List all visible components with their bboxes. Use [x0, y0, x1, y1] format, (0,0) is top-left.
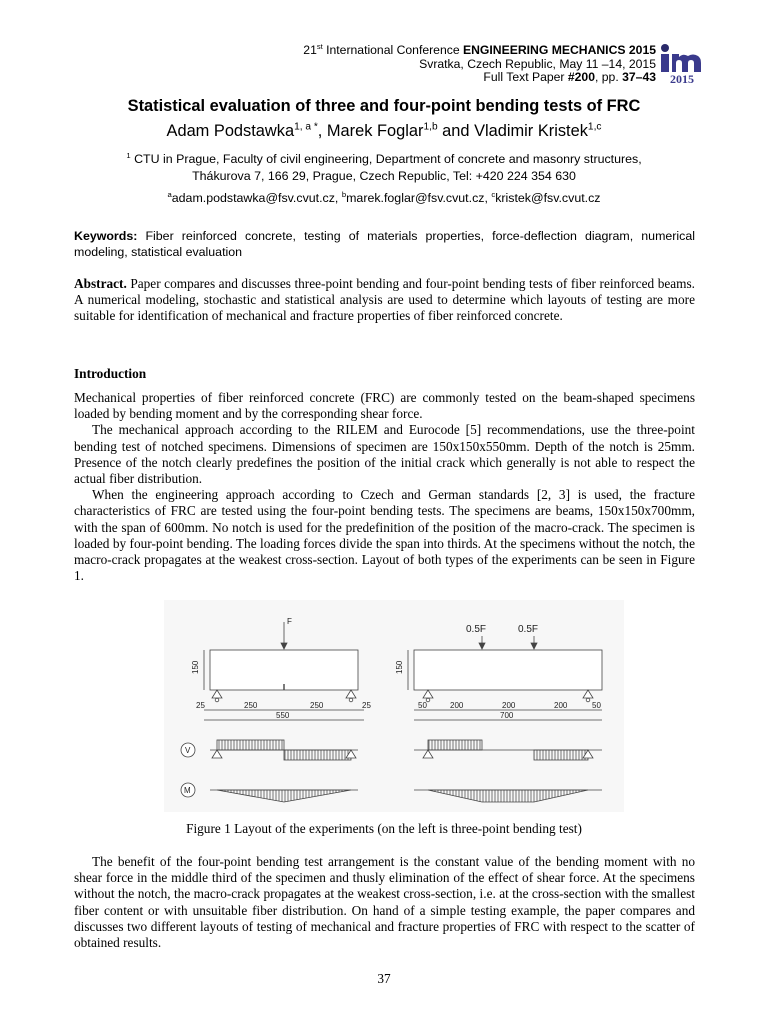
email-address: marek.foglar@fsv.cvut.cz, [346, 191, 492, 205]
body-continued [74, 854, 695, 951]
svg-text:700: 700 [500, 711, 514, 720]
v-label: V [185, 746, 191, 755]
logo-year: 2015 [670, 72, 694, 84]
conference-logo [660, 40, 706, 84]
force-label-right: 0.5F [518, 624, 539, 635]
abstract-label: Abstract. [74, 276, 127, 291]
svg-text:50: 50 [592, 701, 601, 710]
conference-header [303, 41, 656, 85]
svg-text:25: 25 [196, 701, 205, 710]
email-address: adam.podstawka@fsv.cvut.cz, [171, 191, 342, 205]
section-heading-introduction: Introduction [74, 366, 147, 381]
svg-text:200: 200 [450, 701, 464, 710]
svg-text:250: 250 [244, 701, 258, 710]
figure-caption: Figure 1 Layout of the experiments (on the left is three-point bending test) [186, 821, 582, 836]
height-label-left: 150 [191, 660, 200, 674]
paragraph: The mechanical approach according to the RILEM and Eurocode [5] recommendations, use the three-point bending test of notched specimens. Dimensions of specimen are 150x150x550mm. Depth of the notch is 25mm. Presence of the notch clearly predefines the position of the initial crack which generally is not able to respect the actual fiber distribution. [74, 422, 695, 487]
keywords-label: Keywords: [74, 229, 138, 243]
keywords: Keywords: Fiber reinforced concrete, testing of materials properties, force-deflection diagram, numerical modeling, statistical evaluation [74, 229, 695, 259]
email-list: $^a$adam.podstawka@fsv.cvut.cz, $^b$marek.foglar@fsv.cvut.cz, $^c$kristek@fsv.cvut.cz [167, 189, 601, 205]
svg-text:550: 550 [276, 711, 290, 720]
force-label-right: 0.5F [466, 624, 487, 635]
figure-1-diagram [164, 600, 624, 812]
author-name: Vladimir Kristek [474, 122, 588, 140]
affiliation: $^1$ CTU in Prague, Faculty of civil engineering, Department of concrete and masonry structures, Thákurova 7, 166 29, Prague, Czech Republic, Tel: +420 224 354 630 [126, 150, 642, 183]
author-name: Marek Foglar [326, 122, 424, 140]
conference-line-1: 21st International Conference ENGINEERING MECHANICS 2015 [303, 41, 656, 57]
m-label: M [184, 786, 191, 795]
email-address: kristek@fsv.cvut.cz [495, 191, 601, 205]
introduction-body [74, 390, 695, 584]
paper-title: Statistical evaluation of three and four-point bending tests of FRC [127, 97, 641, 115]
svg-text:250: 250 [310, 701, 324, 710]
conference-line-3: Full Text Paper #200, pp. 37–43 [483, 70, 656, 85]
force-label-left: F [287, 617, 292, 626]
svg-text:200: 200 [502, 701, 516, 710]
paragraph: When the engineering approach according to Czech and German standards [2, 3] is used, the fracture characteristics of FRC are tested using the four-point bending tests. The specimens are beams, 150x150x700mm, with the span of 600mm. No notch is used for the predefinition of the position of the macro-crack. The specimen is loaded by four-point bending. The loading forces divide the span into thirds. At the specimens without the notch, the macro-crack propagates at the weakest cross-section. Layout of both types of the experiments can be seen in Figure 1. [74, 487, 695, 584]
paragraph: The benefit of the four-point bending test arrangement is the constant value of the bending moment with no shear force in the middle third of the specimen and thusly elimination of the effect of shear force. At the specimens without the notch, the macro-crack propagates at the weakest cross-section, i.e. at the cross-section with the smallest fiber content or with unsuitable fiber distribution. On hand of a simple testing example, the paper compares and discusses two different layouts of testing of mechanical and fracture properties of FRC with respect to the scatter of obtained results. [74, 854, 695, 951]
abstract: Abstract. Paper compares and discusses three-point bending and four-point bending tests of fiber reinforced beams. A numerical modeling, stochastic and statistical analysis are used to determine which layouts of testing are more suitable for identification of mechanical and fracture properties of fiber reinforced concrete. [74, 276, 695, 324]
author-name: Adam Podstawka [166, 122, 295, 140]
paragraph: Mechanical properties of fiber reinforced concrete (FRC) are commonly tested on the beam-shaped specimens loaded by bending moment and by the corresponding shear force. [74, 390, 695, 422]
svg-text:25: 25 [362, 701, 371, 710]
svg-text:150: 150 [395, 660, 404, 674]
conference-line-2: Svratka, Czech Republic, May 11 –14, 2015 [419, 56, 656, 71]
svg-text:200: 200 [554, 701, 568, 710]
page-number: 37 [377, 971, 391, 986]
author-list: Adam Podstawka$^{1, a *}$, Marek Foglar$^{1,b}$ and Vladimir Kristek$^{1,c}$ [166, 121, 602, 140]
svg-text:50: 50 [418, 701, 427, 710]
